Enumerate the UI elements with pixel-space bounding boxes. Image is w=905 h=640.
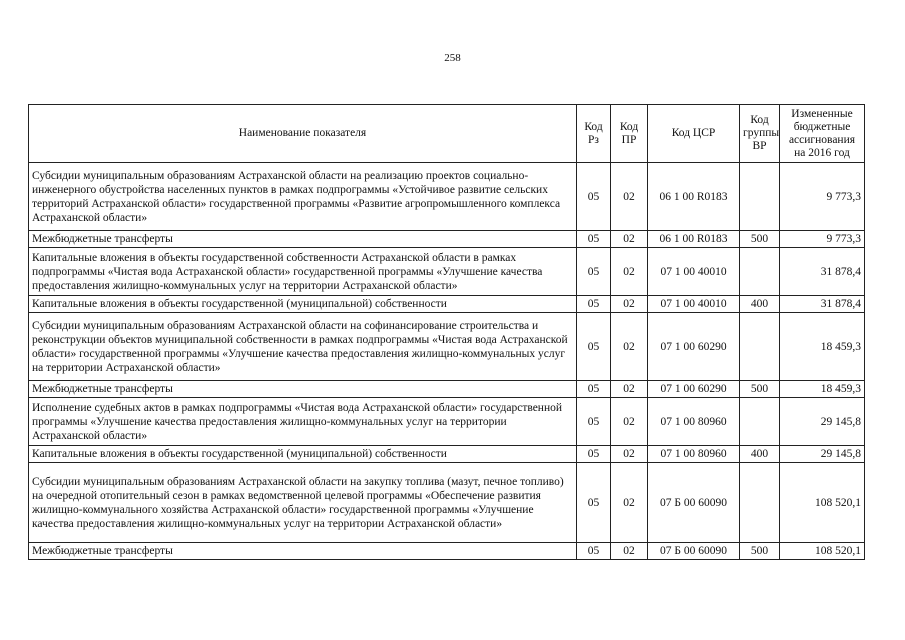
cell-name: Капитальные вложения в объекты государственной (муниципальной) собственности: [29, 446, 577, 463]
cell-csr: 07 Б 00 60090: [648, 463, 740, 543]
cell-pr: 02: [611, 543, 648, 560]
cell-amount: 29 145,8: [780, 446, 865, 463]
cell-vr: [740, 163, 780, 231]
table-row: [29, 163, 865, 231]
cell-amount: 31 878,4: [780, 296, 865, 313]
cell-csr: 07 Б 00 60090: [648, 543, 740, 560]
table-row: [29, 463, 865, 543]
cell-csr: 06 1 00 R0183: [648, 231, 740, 248]
cell-pr: 02: [611, 381, 648, 398]
cell-vr: [740, 313, 780, 381]
cell-csr: 07 1 00 40010: [648, 296, 740, 313]
cell-pr: 02: [611, 398, 648, 446]
cell-rz: 05: [577, 446, 611, 463]
header-name: Наименование показателя: [29, 105, 577, 163]
cell-pr: 02: [611, 313, 648, 381]
cell-amount: 108 520,1: [780, 463, 865, 543]
cell-pr: 02: [611, 296, 648, 313]
cell-pr: 02: [611, 463, 648, 543]
cell-csr: 06 1 00 R0183: [648, 163, 740, 231]
cell-csr: 07 1 00 40010: [648, 248, 740, 296]
cell-csr: 07 1 00 80960: [648, 446, 740, 463]
cell-rz: 05: [577, 398, 611, 446]
cell-vr: [740, 248, 780, 296]
cell-pr: 02: [611, 231, 648, 248]
cell-rz: 05: [577, 231, 611, 248]
cell-vr: [740, 398, 780, 446]
cell-rz: 05: [577, 313, 611, 381]
page-number: 258: [444, 52, 461, 64]
cell-rz: 05: [577, 381, 611, 398]
cell-vr: 500: [740, 543, 780, 560]
cell-vr: 400: [740, 296, 780, 313]
cell-rz: 05: [577, 463, 611, 543]
table-row: [29, 231, 865, 248]
cell-vr: 400: [740, 446, 780, 463]
cell-csr: 07 1 00 60290: [648, 381, 740, 398]
table-row: [29, 446, 865, 463]
cell-vr: 500: [740, 231, 780, 248]
cell-amount: 31 878,4: [780, 248, 865, 296]
cell-name: Капитальные вложения в объекты государственной собственности Астраханской области в рамках подпрограммы «Чистая вода Астраханской области» государственной программы «Улучшение качества предоставления жилищно-коммунальных услуг на территории Астраханской области»: [29, 248, 577, 296]
header-csr: Код ЦСР: [648, 105, 740, 163]
table-body: [29, 163, 865, 560]
cell-name: Исполнение судебных актов в рамках подпрограммы «Чистая вода Астраханской области» государственной программы «Улучшение качества предоставления жилищно-коммунальных услуг на территории Астраханской области»: [29, 398, 577, 446]
cell-csr: 07 1 00 60290: [648, 313, 740, 381]
table-row: [29, 296, 865, 313]
cell-name: Межбюджетные трансферты: [29, 381, 577, 398]
cell-name: Капитальные вложения в объекты государственной (муниципальной) собственности: [29, 296, 577, 313]
cell-name: Субсидии муниципальным образованиям Астраханской области на реализацию проектов социально-инженерного обустройства населенных пунктов в рамках подпрограммы «Устойчивое развитие сельских территорий Астраханской области» государственной программы «Развитие агропромышленного комплекса Астраханской области»: [29, 163, 577, 231]
cell-pr: 02: [611, 248, 648, 296]
budget-table: [28, 104, 865, 560]
cell-amount: 18 459,3: [780, 381, 865, 398]
cell-name: Межбюджетные трансферты: [29, 543, 577, 560]
table-row: [29, 543, 865, 560]
cell-amount: 108 520,1: [780, 543, 865, 560]
cell-rz: 05: [577, 543, 611, 560]
table-row: [29, 398, 865, 446]
table-row: [29, 381, 865, 398]
table-header-row: [29, 105, 865, 163]
cell-amount: 9 773,3: [780, 163, 865, 231]
cell-vr: [740, 463, 780, 543]
header-rz: Код Рз: [577, 105, 611, 163]
cell-pr: 02: [611, 446, 648, 463]
table-row: [29, 248, 865, 296]
header-vr: Код группы ВР: [740, 105, 780, 163]
cell-csr: 07 1 00 80960: [648, 398, 740, 446]
cell-amount: 9 773,3: [780, 231, 865, 248]
cell-name: Субсидии муниципальным образованиям Астраханской области на закупку топлива (мазут, печное топливо) на очередной отопительный сезон в рамках ведомственной целевой программы «Обеспечение развития жилищно-коммунального хозяйства Астраханской области» государственной программы «Улучшение качества предоставления жилищно-коммунальных услуг на территории Астраханской области»: [29, 463, 577, 543]
cell-name: Межбюджетные трансферты: [29, 231, 577, 248]
cell-amount: 29 145,8: [780, 398, 865, 446]
header-amount: Измененные бюджетные ассигнования на 2016 год: [780, 105, 865, 163]
cell-rz: 05: [577, 248, 611, 296]
cell-name: Субсидии муниципальным образованиям Астраханской области на софинансирование строительства и реконструкции объектов муниципальной собственности в рамках подпрограммы «Чистая вода Астраханской области» государственной программы «Улучшение качества предоставления жилищно-коммунальных услуг на территории Астраханской области»: [29, 313, 577, 381]
cell-pr: 02: [611, 163, 648, 231]
cell-rz: 05: [577, 163, 611, 231]
header-pr: Код ПР: [611, 105, 648, 163]
cell-rz: 05: [577, 296, 611, 313]
table-row: [29, 313, 865, 381]
cell-vr: 500: [740, 381, 780, 398]
cell-amount: 18 459,3: [780, 313, 865, 381]
